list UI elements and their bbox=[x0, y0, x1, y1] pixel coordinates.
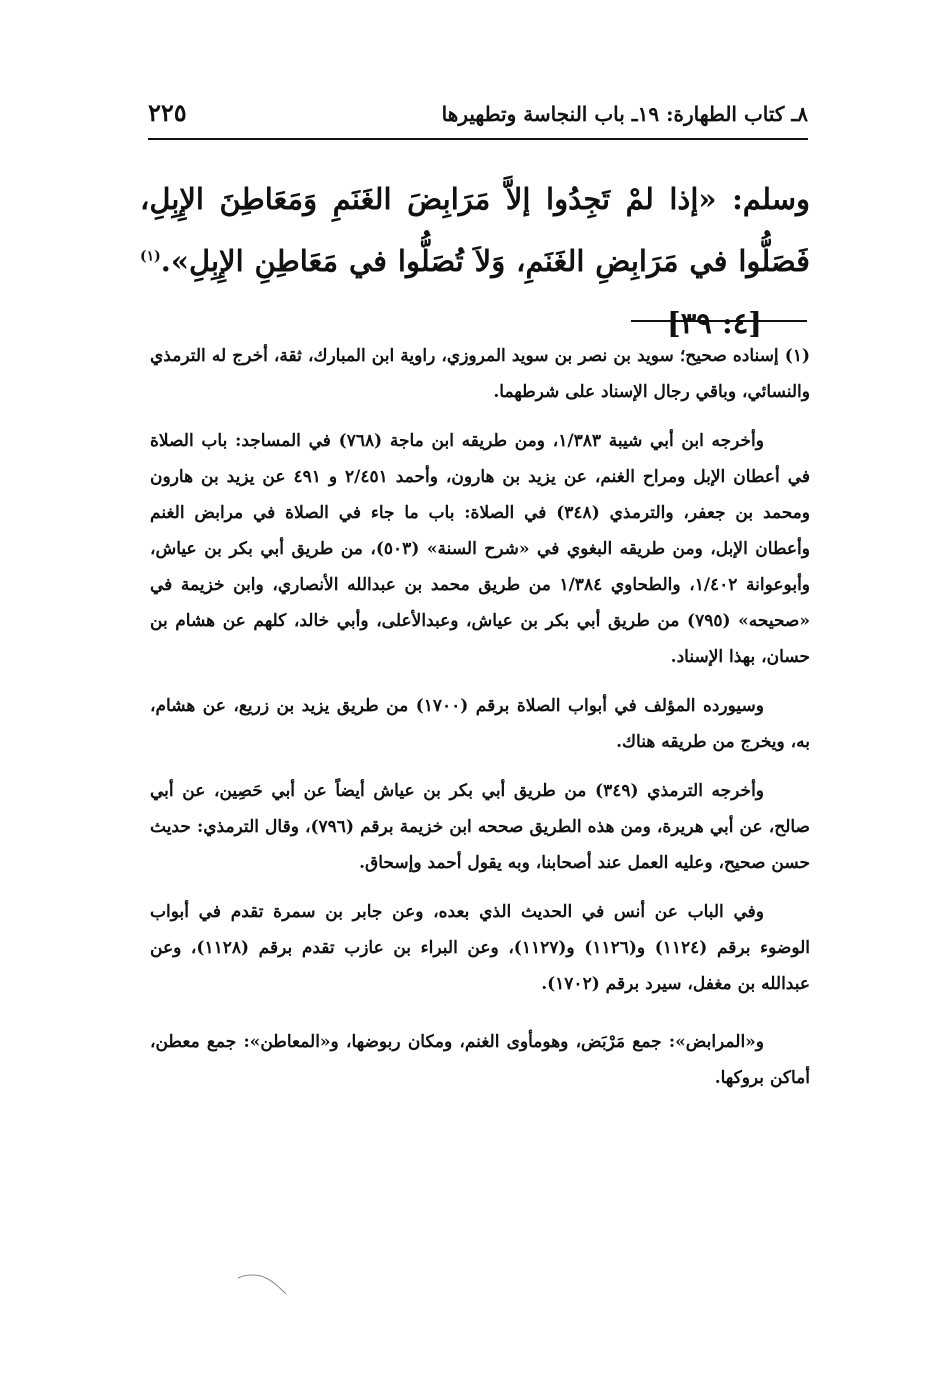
pencil-mark bbox=[236, 1270, 288, 1298]
footnote-paragraph: وسيورده المؤلف في أبواب الصلاة برقم (١٧٠٠) من طريق يزيد بن زريع، عن هشام، به، ويخرج من طريقه هناك. bbox=[150, 696, 810, 752]
running-header bbox=[148, 98, 808, 140]
footnotes-section bbox=[150, 338, 810, 1109]
hadith-text bbox=[140, 168, 810, 354]
footnote-marker: (١) bbox=[140, 248, 161, 265]
page-number: ٢٢٥ bbox=[148, 98, 187, 127]
footnote-paragraph: وأخرجه ابن أبي شيبة ١/٣٨٣، ومن طريقه ابن ماجة (٧٦٨) في المساجد: باب الصلاة في أعطان الإبل ومراح الغنم، عن يزيد بن هارون، وأحمد ٢/٤٥١ و ٤٩١ عن يزيد بن هارون ومحمد بن جعفر، والترمذي (٣٤٨) في الصلاة: باب ما جاء في الصلاة في مرابض الغنم وأعطان الإبل، ومن طريقه البغوي في «شرح السنة» (٥٠٣)، من طريق أبي بكر بن عياش، وأبوعوانة ١/٤٠٢، والطحاوي ١/٣٨٤ من طريق محمد بن عبدالله الأنصاري، وابن خزيمة في «صحيحه» (٧٩٥) من طريق أبي بكر بن عياش، وعبدالأعلى، وأبي خالد، كلهم عن هشام بن حسان، بهذا الإسناد. bbox=[150, 431, 810, 667]
footnote-paragraph: و«المرابض»: جمع مَرْبَض، وهومأوى الغنم، ومكان ربوضها، و«المعاطن»: جمع معطن، أماكن بروكها. bbox=[150, 1032, 810, 1088]
footnote-paragraph: (١) إسناده صحيح؛ سويد بن نصر بن سويد المروزي، راوية ابن المبارك، ثقة، أخرج له الترمذي والنسائي، وباقي رجال الإسناد على شرطهما. bbox=[150, 346, 810, 402]
footnote-divider bbox=[631, 320, 807, 322]
hadith-body: وسلم: «إذا لمْ تَجِدُوا إلاَّ مَرَابِضَ الغَنَمِ وَمَعَاطِنَ الإِبِلِ، فَصَلُّوا في مَرَابِضِ الغَنَمِ، وَلاَ تُصَلُّوا في مَعَاطِنِ الإِبِلِ». bbox=[140, 182, 810, 278]
chapter-title: ٨ـ كتاب الطهارة: ١٩ـ باب النجاسة وتطهيرها bbox=[441, 102, 808, 126]
footnote-paragraph: وأخرجه الترمذي (٣٤٩) من طريق أبي بكر بن عياش أيضاً عن أبي حَصِين، عن أبي صالح، عن أبي هريرة، ومن هذه الطريق صححه ابن خزيمة برقم (٧٩٦)، وقال الترمذي: حديث حسن صحيح، وعليه العمل عند أصحابنا، وبه يقول أحمد وإسحاق. bbox=[150, 781, 810, 873]
hadith-reference: [٤: ٣٩] bbox=[666, 306, 762, 340]
footnote-paragraph: وفي الباب عن أنس في الحديث الذي بعده، وعن جابر بن سمرة تقدم في أبواب الوضوء برقم (١١٢٤) و(١١٢٦) و(١١٢٧)، وعن البراء بن عازب تقدم برقم (١١٢٨)، وعن عبدالله بن مغفل، سيرد برقم (١٧٠٢). bbox=[150, 902, 811, 994]
